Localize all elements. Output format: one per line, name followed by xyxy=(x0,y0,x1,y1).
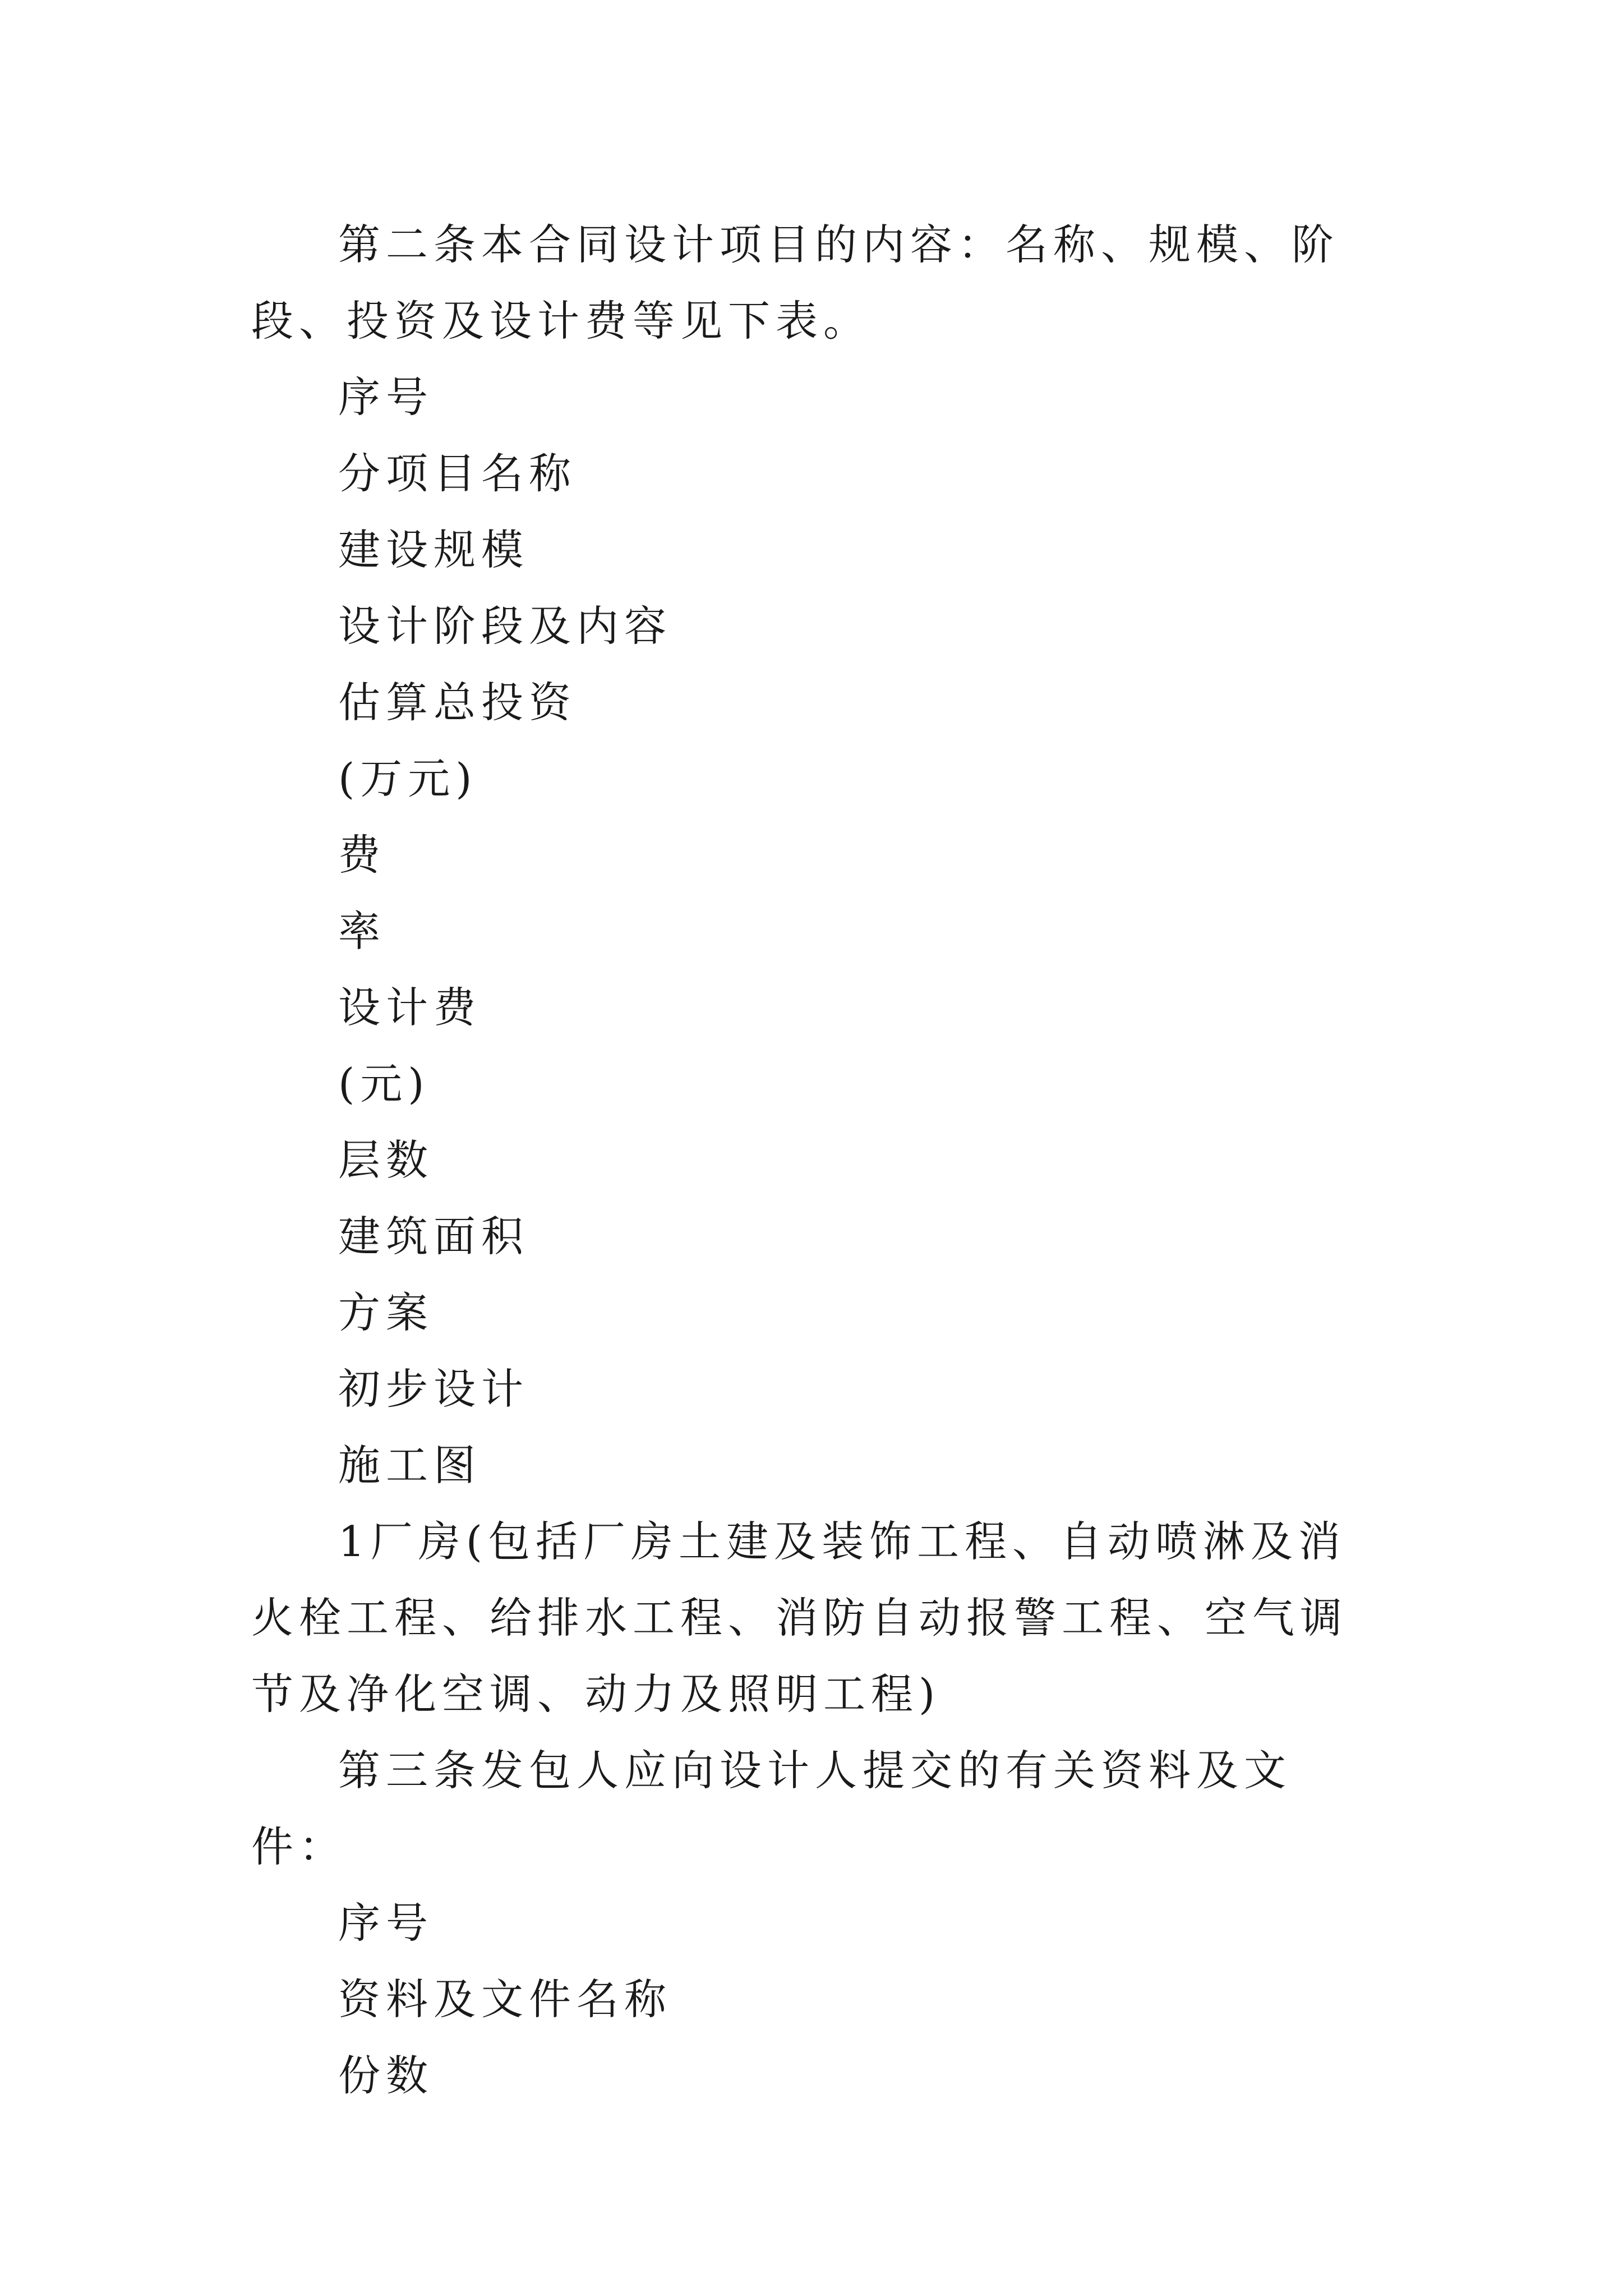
table-header-scheme: 方案 xyxy=(338,1288,434,1337)
table-header-investment-unit: (万元) xyxy=(338,754,478,803)
document-body xyxy=(251,206,1384,2114)
table-header-construction-scale: 建设规模 xyxy=(338,525,529,574)
table-header-fee: 费 xyxy=(338,830,386,880)
paragraph-article-3: 第三条发包人应向设计人提交的有关资料及文件： xyxy=(251,1746,1292,1871)
table-header-preliminary-design: 初步设计 xyxy=(338,1364,529,1414)
table-header-serial-number: 序号 xyxy=(338,372,434,422)
table-header-floors: 层数 xyxy=(338,1135,434,1185)
table-header-floor-area: 建筑面积 xyxy=(338,1212,529,1261)
table-header-subproject-name: 分项目名称 xyxy=(338,449,577,498)
table-header-document-name: 资料及文件名称 xyxy=(338,1975,672,2024)
table-header-rate: 率 xyxy=(338,907,386,956)
table-header-copies: 份数 xyxy=(338,2051,434,2100)
table-header-design-phase: 设计阶段及内容 xyxy=(338,601,672,651)
table-row-factory-building: 1厂房(包括厂房土建及装饰工程、自动喷淋及消火栓工程、给排水工程、消防自动报警工程、空气调节及净化空调、动力及照明工程) xyxy=(251,1517,1348,1719)
table-header-construction-drawing: 施工图 xyxy=(338,1441,482,1490)
table-header-estimated-investment: 估算总投资 xyxy=(338,678,577,727)
table-header-serial-number-2: 序号 xyxy=(338,1898,434,1948)
table-header-design-fee-unit: (元) xyxy=(338,1059,430,1108)
paragraph-article-2: 第二条本合同设计项目的内容：名称、规模、阶段、投资及设计费等见下表。 xyxy=(251,220,1340,346)
table-header-design-fee: 设计费 xyxy=(338,983,482,1032)
